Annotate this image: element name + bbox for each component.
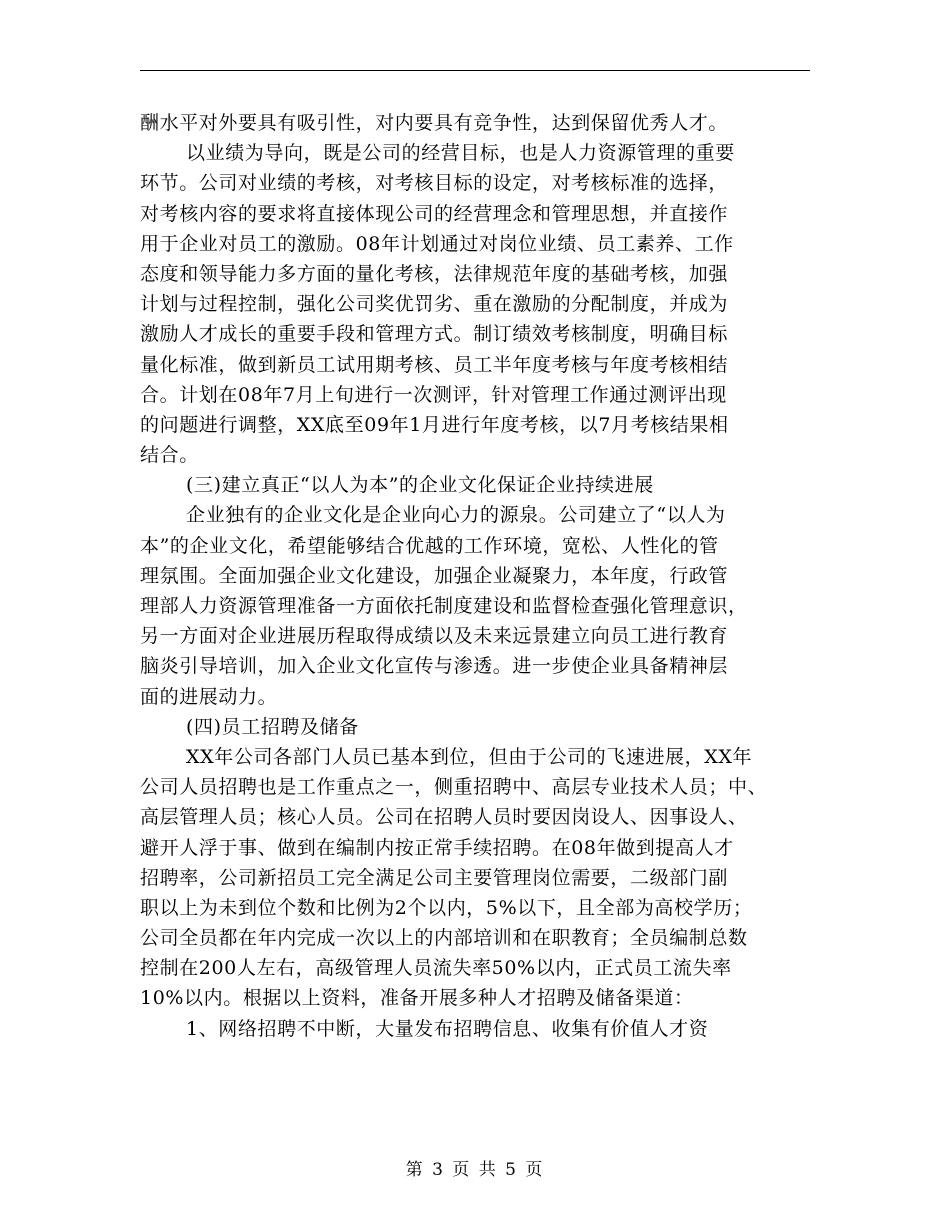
section-heading: (三)建立真正“以人为本”的企业文化保证企业持续进展 [186, 474, 654, 497]
text-line: 10%以内。根据以上资料，准备开展多种人才招聘及储备渠道： [140, 987, 694, 1010]
text-line: 公司全员都在年内完成一次以上的内部培训和在职教育；全员编制总数 [140, 927, 748, 950]
text-line: 对考核内容的要求将直接体现公司的经营理念和管理思想，并直接作 [140, 202, 729, 225]
text-line: 激励人才成长的重要手段和管理方式。制订绩效考核制度，明确目标 [140, 323, 729, 346]
text-line: 结合。 [140, 444, 199, 467]
text-line: 用于企业对员工的激励。08年计划通过对岗位业绩、员工素养、工作 [140, 232, 734, 255]
text-line: 脑炎引导培训，加入企业文化宣传与渗透。进一步使企业具备精神层 [140, 655, 729, 678]
text-line: 面的进展动力。 [140, 685, 278, 708]
text-line: 理部人力资源管理准备一方面依托制度建设和监督检查强化管理意识， [140, 595, 748, 617]
text-line: XX年公司各部门人员已基本到位，但由于公司的飞速进展，XX年 [186, 745, 753, 768]
list-item: 1、网络招聘不中断，大量发布招聘信息、收集有价值人才资 [186, 1017, 709, 1040]
page-number: 第 3 页 共 5 页 [405, 1160, 545, 1180]
text-line: 本”的企业文化，希望能够结合优越的工作环境，宽松、人性化的管 [140, 534, 719, 557]
text-line: 量化标准，做到新员工试用期考核、员工半年度考核与年度考核相结 [140, 353, 729, 376]
text-line: 态度和领导能力多方面的量化考核，法律规范年度的基础考核，加强 [140, 262, 729, 285]
text-line: 以业绩为导向，既是公司的经营目标，也是人力资源管理的重要 [186, 142, 735, 165]
document-body [140, 108, 830, 1044]
text-line: 环节。公司对业绩的考核，对考核目标的设定，对考核标准的选择， [140, 172, 729, 195]
text-line: 控制在200人左右，高级管理人员流失率50%以内，正式员工流失率 [140, 957, 732, 980]
text-line: 招聘率，公司新招员工完全满足公司主要管理岗位需要，二级部门副 [140, 866, 729, 889]
text-line: 的问题进行调整，XX底至09年1月进行年度考核，以7月考核结果相 [140, 413, 729, 436]
text-line: 职以上为未到位个数和比例为2个以内，5%以下，且全部为高校学历； [140, 896, 753, 919]
text-line: 理氛围。全面加强企业文化建设，加强企业凝聚力，本年度，行政管 [140, 564, 729, 587]
text-line: 另一方面对企业进展历程取得成绩以及未来远景建立向员工进行教育 [140, 625, 729, 648]
text-line: 企业独有的企业文化是企业向心力的源泉。公司建立了“以人为 [186, 504, 726, 527]
text-line: 计划与过程控制，强化公司奖优罚劣、重在激励的分配制度，并成为 [140, 293, 729, 316]
header-rule [140, 70, 810, 71]
section-heading: (四)员工招聘及储备 [186, 715, 359, 738]
text-line: 高层管理人员；核心人员。公司在招聘人员时要因岗设人、因事设人、 [140, 806, 748, 829]
text-line: 公司人员招聘也是工作重点之一，侧重招聘中、高层专业技术人员；中、 [140, 776, 768, 799]
text-line: 酬水平对外要具有吸引性，对内要具有竞争性，达到保留优秀人才。 [140, 112, 729, 134]
text-line: 合。计划在08年7月上旬进行一次测评，针对管理工作通过测评出现 [140, 383, 727, 406]
text-line: 避开人浮于事、做到在编制内按正常手续招聘。在08年做到提高人才 [140, 836, 734, 859]
